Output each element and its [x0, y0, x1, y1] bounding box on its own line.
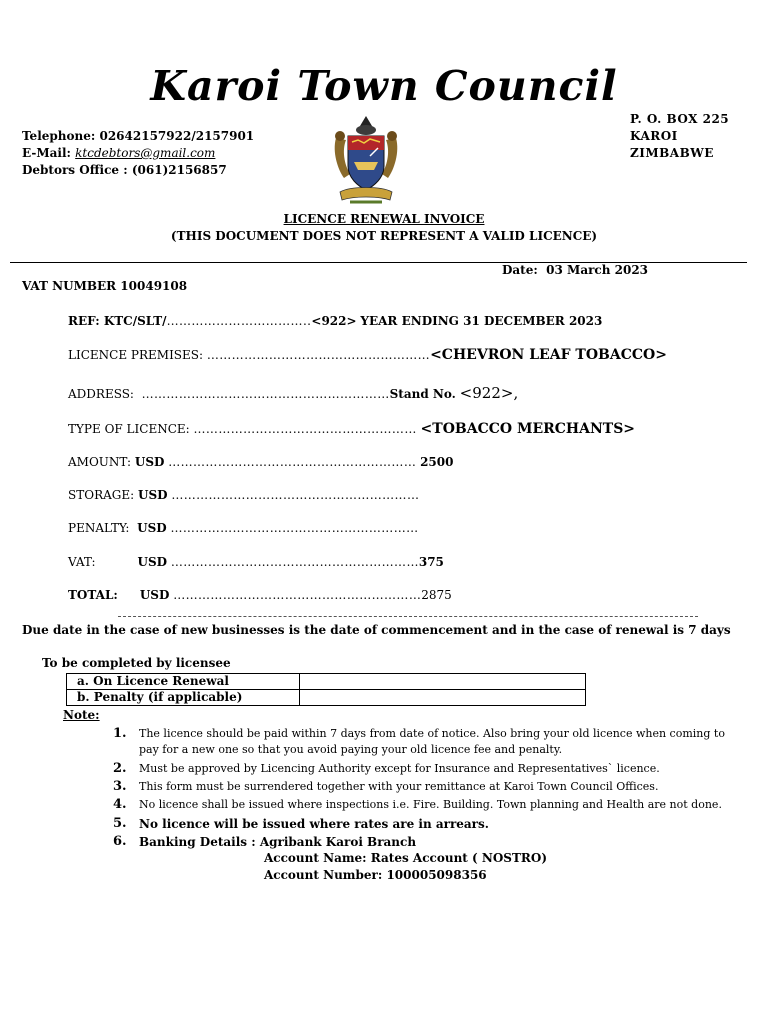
penalty-label: b. Penalty (if applicable) [67, 690, 300, 706]
renewal-label: a. On Licence Renewal [67, 674, 300, 690]
debtors-line: Debtors Office : (061)2156857 [22, 163, 227, 177]
account-number: Account Number: 100005098356 [264, 868, 487, 882]
renewal-input-cell[interactable] [300, 674, 586, 690]
telephone-value: 02642157922/2157901 [99, 129, 255, 143]
penalty-input-cell[interactable] [300, 690, 586, 706]
address-line-2: KAROI [630, 129, 678, 143]
postal-address [630, 111, 729, 162]
email-line: E-Mail: ktcdebtors@gmail.com [22, 146, 216, 160]
due-date-note: Due date in the case of new businesses is the date of commencement and in the case of renewal is 7 days [22, 623, 731, 637]
licence-type-row: TYPE OF LICENCE: ……………………………………………… <TOBACCO MERCHANTS> [68, 421, 636, 437]
storage-row: STORAGE: USD …………………………………………………… [68, 488, 420, 502]
telephone-line: Telephone: 02642157922/2157901 [22, 129, 255, 143]
address-line-1: P. O. BOX 225 [630, 112, 730, 126]
total-row: TOTAL: USD ……………………………………………………2875 [68, 588, 452, 602]
vat-value: 375 [418, 555, 444, 569]
penalty-row: PENALTY: USD …………………………………………………… [68, 521, 419, 535]
invoice-disclaimer: (THIS DOCUMENT DOES NOT REPRESENT A VALID LICENCE) [170, 229, 598, 243]
stand-value: <922>, [459, 384, 519, 402]
ref-row: REF: KTC/SLT/……………………………..<922> YEAR ENDING 31 DECEMBER 2023 [68, 314, 603, 328]
notes-heading: Note: [63, 708, 100, 722]
total-value: 2875 [421, 588, 452, 602]
table-row [67, 674, 586, 690]
amount-value: 2500 [420, 455, 454, 469]
invoice-title: LICENCE RENEWAL INVOICE [283, 212, 485, 226]
vat-row: VAT: USD ……………………………………………………375 [68, 555, 444, 569]
premises-value: <CHEVRON LEAF TOBACCO> [430, 347, 667, 363]
email-link[interactable]: ktcdebtors@gmail.com [75, 146, 216, 160]
licensee-table [66, 673, 586, 706]
contact-block [22, 128, 254, 179]
table-row [67, 690, 586, 706]
date-value: 03 March 2023 [546, 263, 649, 277]
document-heading [0, 211, 768, 245]
coat-of-arms-icon [330, 112, 402, 210]
amount-row: AMOUNT: USD …………………………………………………… 2500 [68, 455, 454, 469]
list-item: 1. The licence should be paid within 7 days from date of notice. Also bring your old licence when coming to pay for a new one so that you avoid paying your old licence fee and penalty. [113, 726, 725, 756]
ref-value: <922> [311, 314, 357, 328]
licence-type-value: <TOBACCO MERCHANTS> [420, 421, 636, 437]
licensee-heading: To be completed by licensee [42, 656, 231, 670]
account-name: Account Name: Rates Account ( NOSTRO) [264, 851, 547, 865]
address-row: ADDRESS: ……………………………………………………Stand No. <922>, [68, 384, 519, 402]
section-divider [118, 616, 698, 617]
premises-row: LICENCE PREMISES: ………………………………………………<CHEVRON LEAF TOBACCO> [68, 347, 667, 363]
invoice-date: Date: 03 March 2023 [502, 263, 649, 277]
vat-number: VAT NUMBER 10049108 [22, 279, 188, 293]
debtors-value: (061)2156857 [131, 163, 227, 177]
address-line-3: ZIMBABWE [630, 146, 714, 160]
council-name: Karoi Town Council [150, 62, 618, 110]
